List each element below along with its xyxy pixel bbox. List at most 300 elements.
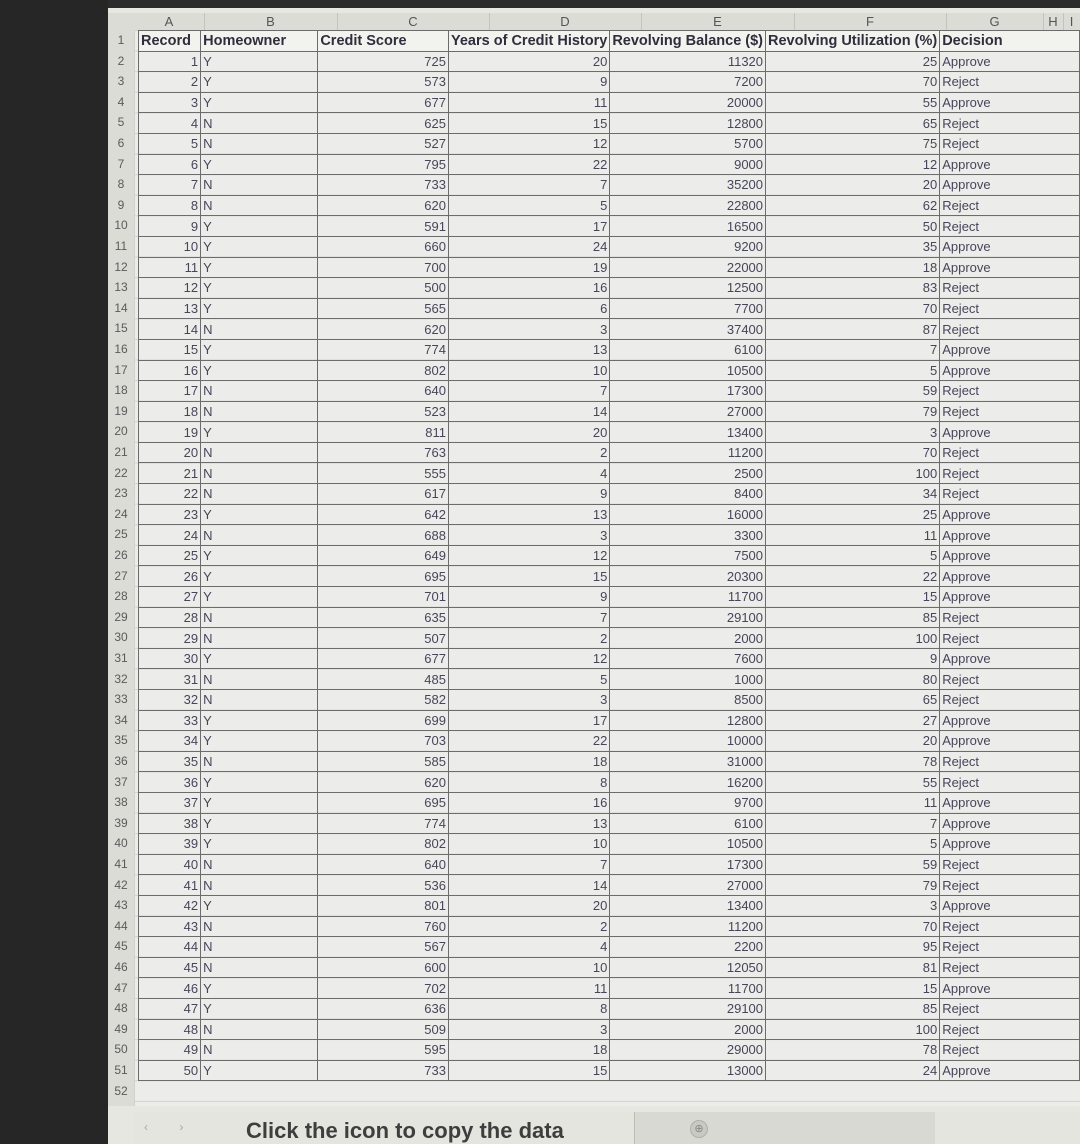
row-number[interactable]: 22 [114, 465, 128, 480]
cell-utilization[interactable]: 22 [766, 566, 940, 587]
cell-decision[interactable]: Reject [940, 381, 1080, 402]
cell-revolving-balance[interactable]: 16200 [610, 772, 766, 793]
cell-credit-score[interactable]: 802 [318, 360, 449, 381]
column-letter-d[interactable]: D [489, 13, 642, 30]
cell-revolving-balance[interactable]: 9200 [610, 236, 766, 257]
cell-decision[interactable]: Reject [940, 669, 1080, 690]
cell-homeowner[interactable]: Y [201, 566, 318, 587]
cell-utilization[interactable]: 15 [766, 587, 940, 608]
row-number[interactable]: 31 [114, 651, 128, 665]
cell-years-history[interactable]: 8 [449, 772, 610, 793]
cell-decision[interactable]: Reject [940, 484, 1080, 505]
cell-credit-score[interactable]: 677 [318, 92, 449, 113]
cell-revolving-balance[interactable]: 8400 [610, 484, 766, 505]
cell-years-history[interactable]: 16 [449, 792, 610, 813]
cell-decision[interactable]: Reject [940, 607, 1080, 628]
copy-icon[interactable]: ⊕ [690, 1120, 708, 1138]
cell-credit-score[interactable]: 635 [318, 607, 449, 628]
cell-years-history[interactable]: 5 [449, 195, 610, 216]
cell-revolving-balance[interactable]: 12800 [610, 710, 766, 731]
cell-utilization[interactable]: 34 [766, 484, 940, 505]
cell-decision[interactable]: Approve [940, 978, 1080, 999]
cell-homeowner[interactable]: N [201, 484, 318, 505]
cell-homeowner[interactable]: Y [201, 257, 318, 278]
cell-decision[interactable]: Reject [940, 1040, 1080, 1061]
cell-utilization[interactable]: 55 [766, 772, 940, 793]
cell-record[interactable]: 23 [139, 504, 201, 525]
row-number[interactable]: 21 [114, 445, 128, 459]
cell-credit-score[interactable]: 500 [318, 278, 449, 299]
cell-credit-score[interactable]: 573 [318, 72, 449, 93]
cell-credit-score[interactable]: 699 [318, 710, 449, 731]
cell-decision[interactable]: Approve [940, 236, 1080, 257]
cell-years-history[interactable]: 16 [449, 278, 610, 299]
cell-homeowner[interactable]: Y [201, 710, 318, 731]
cell-utilization[interactable]: 70 [766, 916, 940, 937]
cell-record[interactable]: 19 [139, 422, 201, 443]
cell-record[interactable]: 12 [139, 278, 201, 299]
row-number[interactable]: 40 [114, 836, 128, 851]
cell-years-history[interactable]: 20 [449, 51, 610, 72]
cell-years-history[interactable]: 15 [449, 566, 610, 587]
cell-decision[interactable]: Reject [940, 195, 1080, 216]
cell-decision[interactable]: Approve [940, 731, 1080, 752]
cell-credit-score[interactable]: 642 [318, 504, 449, 525]
row-number[interactable]: 17 [114, 362, 128, 377]
cell-record[interactable]: 25 [139, 545, 201, 566]
cell-years-history[interactable]: 9 [449, 72, 610, 93]
cell-record[interactable]: 28 [139, 607, 201, 628]
cell-homeowner[interactable]: N [201, 690, 318, 711]
cell-years-history[interactable]: 5 [449, 669, 610, 690]
cell-record[interactable]: 33 [139, 710, 201, 731]
cell-revolving-balance[interactable]: 7200 [610, 72, 766, 93]
cell-record[interactable]: 40 [139, 854, 201, 875]
cell-record[interactable]: 27 [139, 587, 201, 608]
cell-homeowner[interactable]: Y [201, 360, 318, 381]
cell-years-history[interactable]: 14 [449, 401, 610, 422]
cell-homeowner[interactable]: N [201, 854, 318, 875]
cell-revolving-balance[interactable]: 2000 [610, 628, 766, 649]
cell-record[interactable]: 10 [139, 236, 201, 257]
cell-years-history[interactable]: 3 [449, 1019, 610, 1040]
header-credit-score[interactable]: Credit Score [318, 31, 449, 52]
cell-revolving-balance[interactable]: 10500 [610, 360, 766, 381]
cell-years-history[interactable]: 10 [449, 360, 610, 381]
cell-decision[interactable]: Reject [940, 916, 1080, 937]
cell-utilization[interactable]: 80 [766, 669, 940, 690]
cell-homeowner[interactable]: Y [201, 422, 318, 443]
cell-homeowner[interactable]: Y [201, 339, 318, 360]
row-number[interactable]: 2 [117, 53, 125, 68]
cell-utilization[interactable]: 65 [766, 690, 940, 711]
cell-decision[interactable]: Approve [940, 339, 1080, 360]
row-number[interactable]: 51 [114, 1063, 128, 1077]
cell-decision[interactable]: Approve [940, 710, 1080, 731]
cell-decision[interactable]: Reject [940, 216, 1080, 237]
row-number[interactable]: 36 [114, 754, 128, 768]
cell-decision[interactable]: Reject [940, 278, 1080, 299]
cell-years-history[interactable]: 2 [449, 628, 610, 649]
cell-utilization[interactable]: 11 [766, 525, 940, 546]
row-number[interactable]: 30 [114, 630, 128, 645]
cell-decision[interactable]: Approve [940, 504, 1080, 525]
cell-utilization[interactable]: 55 [766, 92, 940, 113]
cell-utilization[interactable]: 5 [766, 545, 940, 566]
cell-years-history[interactable]: 11 [449, 92, 610, 113]
cell-years-history[interactable]: 10 [449, 957, 610, 978]
cell-decision[interactable]: Approve [940, 51, 1080, 72]
row-number[interactable]: 46 [114, 960, 128, 974]
cell-homeowner[interactable]: Y [201, 772, 318, 793]
cell-credit-score[interactable]: 527 [318, 133, 449, 154]
cell-utilization[interactable]: 20 [766, 731, 940, 752]
cell-credit-score[interactable]: 620 [318, 772, 449, 793]
cell-years-history[interactable]: 22 [449, 731, 610, 752]
cell-revolving-balance[interactable]: 2500 [610, 463, 766, 484]
cell-utilization[interactable]: 100 [766, 1019, 940, 1040]
cell-decision[interactable]: Approve [940, 525, 1080, 546]
row-number[interactable]: 24 [114, 506, 128, 521]
cell-credit-score[interactable]: 702 [318, 978, 449, 999]
cell-revolving-balance[interactable]: 17300 [610, 854, 766, 875]
cell-record[interactable]: 49 [139, 1040, 201, 1061]
cell-revolving-balance[interactable]: 6100 [610, 813, 766, 834]
cell-revolving-balance[interactable]: 11200 [610, 916, 766, 937]
cell-utilization[interactable]: 70 [766, 72, 940, 93]
cell-decision[interactable]: Approve [940, 92, 1080, 113]
cell-utilization[interactable]: 5 [766, 834, 940, 855]
cell-revolving-balance[interactable]: 5700 [610, 133, 766, 154]
cell-credit-score[interactable]: 625 [318, 113, 449, 134]
cell-homeowner[interactable]: N [201, 525, 318, 546]
cell-record[interactable]: 21 [139, 463, 201, 484]
cell-utilization[interactable]: 65 [766, 113, 940, 134]
copy-icon-area[interactable] [634, 1112, 935, 1144]
column-letter-c[interactable]: C [337, 13, 490, 30]
cell-credit-score[interactable]: 795 [318, 154, 449, 175]
cell-decision[interactable]: Approve [940, 834, 1080, 855]
cell-record[interactable]: 42 [139, 895, 201, 916]
cell-utilization[interactable]: 78 [766, 1040, 940, 1061]
cell-revolving-balance[interactable]: 12800 [610, 113, 766, 134]
cell-record[interactable]: 3 [139, 92, 201, 113]
column-letter-a[interactable]: A [134, 13, 205, 30]
cell-years-history[interactable]: 7 [449, 381, 610, 402]
cell-years-history[interactable]: 13 [449, 813, 610, 834]
cell-years-history[interactable]: 10 [449, 834, 610, 855]
row-number[interactable]: 10 [114, 218, 128, 233]
row-number[interactable]: 29 [114, 609, 128, 624]
row-number[interactable]: 6 [117, 136, 125, 150]
column-letter-i[interactable]: I [1063, 13, 1080, 30]
cell-revolving-balance[interactable]: 11320 [610, 51, 766, 72]
row-number[interactable]: 50 [114, 1042, 128, 1057]
cell-revolving-balance[interactable]: 29000 [610, 1040, 766, 1061]
cell-credit-score[interactable]: 591 [318, 216, 449, 237]
cell-revolving-balance[interactable]: 12050 [610, 957, 766, 978]
header-homeowner[interactable]: Homeowner [201, 31, 318, 52]
cell-years-history[interactable]: 20 [449, 895, 610, 916]
cell-revolving-balance[interactable]: 1000 [610, 669, 766, 690]
cell-years-history[interactable]: 24 [449, 236, 610, 257]
cell-decision[interactable]: Reject [940, 875, 1080, 896]
row-number[interactable]: 14 [114, 300, 128, 315]
row-number[interactable]: 38 [114, 795, 128, 810]
cell-revolving-balance[interactable]: 16500 [610, 216, 766, 237]
cell-revolving-balance[interactable]: 16000 [610, 504, 766, 525]
cell-record[interactable]: 13 [139, 298, 201, 319]
cell-homeowner[interactable]: N [201, 607, 318, 628]
row-number[interactable]: 33 [114, 692, 128, 707]
cell-decision[interactable]: Reject [940, 298, 1080, 319]
cell-credit-score[interactable]: 555 [318, 463, 449, 484]
cell-decision[interactable]: Approve [940, 257, 1080, 278]
cell-record[interactable]: 29 [139, 628, 201, 649]
cell-record[interactable]: 43 [139, 916, 201, 937]
cell-record[interactable]: 14 [139, 319, 201, 340]
row-number[interactable]: 18 [114, 383, 128, 398]
row-number[interactable]: 47 [114, 980, 128, 995]
cell-years-history[interactable]: 19 [449, 257, 610, 278]
cell-utilization[interactable]: 24 [766, 1060, 940, 1081]
cell-years-history[interactable]: 12 [449, 648, 610, 669]
cell-credit-score[interactable]: 507 [318, 628, 449, 649]
cell-credit-score[interactable]: 585 [318, 751, 449, 772]
cell-record[interactable]: 16 [139, 360, 201, 381]
cell-revolving-balance[interactable]: 8500 [610, 690, 766, 711]
cell-credit-score[interactable]: 600 [318, 957, 449, 978]
cell-record[interactable]: 47 [139, 998, 201, 1019]
cell-homeowner[interactable]: Y [201, 998, 318, 1019]
cell-revolving-balance[interactable]: 9700 [610, 792, 766, 813]
cell-decision[interactable]: Reject [940, 442, 1080, 463]
cell-decision[interactable]: Reject [940, 998, 1080, 1019]
cell-homeowner[interactable]: N [201, 442, 318, 463]
cell-credit-score[interactable]: 811 [318, 422, 449, 443]
row-number[interactable]: 41 [114, 857, 128, 871]
row-number[interactable]: 15 [114, 321, 128, 336]
cell-record[interactable]: 39 [139, 834, 201, 855]
row-number[interactable]: 26 [114, 548, 128, 562]
cell-revolving-balance[interactable]: 27000 [610, 401, 766, 422]
cell-record[interactable]: 32 [139, 690, 201, 711]
cell-revolving-balance[interactable]: 35200 [610, 175, 766, 196]
cell-homeowner[interactable]: Y [201, 504, 318, 525]
row-number[interactable]: 11 [114, 239, 128, 253]
row-number[interactable]: 1 [117, 33, 125, 47]
cell-utilization[interactable]: 78 [766, 751, 940, 772]
cell-years-history[interactable]: 15 [449, 113, 610, 134]
cell-homeowner[interactable]: N [201, 1019, 318, 1040]
cell-record[interactable]: 36 [139, 772, 201, 793]
cell-revolving-balance[interactable]: 22000 [610, 257, 766, 278]
cell-years-history[interactable]: 9 [449, 587, 610, 608]
row-number[interactable]: 13 [114, 280, 128, 295]
cell-utilization[interactable]: 79 [766, 401, 940, 422]
cell-years-history[interactable]: 18 [449, 751, 610, 772]
cell-homeowner[interactable]: Y [201, 895, 318, 916]
cell-record[interactable]: 34 [139, 731, 201, 752]
cell-record[interactable]: 31 [139, 669, 201, 690]
row-number[interactable]: 23 [114, 486, 128, 501]
cell-utilization[interactable]: 87 [766, 319, 940, 340]
row-number[interactable]: 3 [117, 74, 125, 89]
cell-revolving-balance[interactable]: 12500 [610, 278, 766, 299]
cell-years-history[interactable]: 22 [449, 154, 610, 175]
cell-record[interactable]: 45 [139, 957, 201, 978]
row-number[interactable]: 34 [114, 712, 128, 727]
cell-revolving-balance[interactable]: 7500 [610, 545, 766, 566]
cell-years-history[interactable]: 6 [449, 298, 610, 319]
cell-revolving-balance[interactable]: 7700 [610, 298, 766, 319]
row-number[interactable]: 32 [114, 671, 128, 686]
cell-homeowner[interactable]: Y [201, 834, 318, 855]
cell-years-history[interactable]: 12 [449, 545, 610, 566]
row-number[interactable]: 39 [114, 815, 128, 830]
cell-credit-score[interactable]: 774 [318, 339, 449, 360]
cell-years-history[interactable]: 12 [449, 133, 610, 154]
cell-credit-score[interactable]: 695 [318, 566, 449, 587]
cell-utilization[interactable]: 75 [766, 133, 940, 154]
row-number[interactable]: 7 [117, 156, 125, 171]
cell-record[interactable]: 41 [139, 875, 201, 896]
column-letter-f[interactable]: F [794, 13, 947, 30]
cell-homeowner[interactable]: Y [201, 154, 318, 175]
cell-credit-score[interactable]: 509 [318, 1019, 449, 1040]
cell-revolving-balance[interactable]: 20000 [610, 92, 766, 113]
row-number[interactable]: 52 [114, 1083, 128, 1098]
cell-utilization[interactable]: 5 [766, 360, 940, 381]
cell-utilization[interactable]: 3 [766, 422, 940, 443]
cell-credit-score[interactable]: 649 [318, 545, 449, 566]
cell-utilization[interactable]: 59 [766, 381, 940, 402]
cell-record[interactable]: 6 [139, 154, 201, 175]
cell-years-history[interactable]: 17 [449, 710, 610, 731]
cell-homeowner[interactable]: N [201, 916, 318, 937]
cell-homeowner[interactable]: N [201, 381, 318, 402]
cell-credit-score[interactable]: 703 [318, 731, 449, 752]
cell-revolving-balance[interactable]: 2000 [610, 1019, 766, 1040]
cell-years-history[interactable]: 13 [449, 339, 610, 360]
cell-years-history[interactable]: 7 [449, 854, 610, 875]
cell-credit-score[interactable]: 802 [318, 834, 449, 855]
cell-revolving-balance[interactable]: 7600 [610, 648, 766, 669]
cell-decision[interactable]: Reject [940, 72, 1080, 93]
cell-years-history[interactable]: 13 [449, 504, 610, 525]
cell-years-history[interactable]: 7 [449, 607, 610, 628]
row-number[interactable]: 19 [114, 403, 128, 418]
header-decision[interactable]: Decision [940, 31, 1080, 52]
cell-decision[interactable]: Reject [940, 319, 1080, 340]
cell-revolving-balance[interactable]: 13400 [610, 422, 766, 443]
cell-credit-score[interactable]: 617 [318, 484, 449, 505]
cell-years-history[interactable]: 17 [449, 216, 610, 237]
cell-record[interactable]: 24 [139, 525, 201, 546]
row-number[interactable]: 45 [114, 939, 128, 954]
cell-record[interactable]: 26 [139, 566, 201, 587]
cell-credit-score[interactable]: 523 [318, 401, 449, 422]
cell-utilization[interactable]: 12 [766, 154, 940, 175]
cell-decision[interactable]: Reject [940, 628, 1080, 649]
cell-record[interactable]: 46 [139, 978, 201, 999]
row-number[interactable]: 43 [114, 898, 128, 913]
cell-utilization[interactable]: 81 [766, 957, 940, 978]
cell-utilization[interactable]: 7 [766, 339, 940, 360]
cell-revolving-balance[interactable]: 11700 [610, 978, 766, 999]
cell-homeowner[interactable]: Y [201, 236, 318, 257]
cell-utilization[interactable]: 25 [766, 504, 940, 525]
cell-years-history[interactable]: 18 [449, 1040, 610, 1061]
cell-utilization[interactable]: 100 [766, 628, 940, 649]
cell-homeowner[interactable]: Y [201, 587, 318, 608]
row-number[interactable]: 48 [114, 1001, 128, 1016]
cell-homeowner[interactable]: N [201, 113, 318, 134]
row-number[interactable]: 37 [114, 774, 128, 789]
cell-utilization[interactable]: 85 [766, 998, 940, 1019]
cell-record[interactable]: 17 [139, 381, 201, 402]
cell-years-history[interactable]: 8 [449, 998, 610, 1019]
cell-homeowner[interactable]: Y [201, 545, 318, 566]
cell-credit-score[interactable]: 701 [318, 587, 449, 608]
cell-utilization[interactable]: 25 [766, 51, 940, 72]
cell-utilization[interactable]: 35 [766, 236, 940, 257]
cell-utilization[interactable]: 20 [766, 175, 940, 196]
cell-homeowner[interactable]: Y [201, 278, 318, 299]
cell-credit-score[interactable]: 620 [318, 319, 449, 340]
cell-utilization[interactable]: 7 [766, 813, 940, 834]
cell-utilization[interactable]: 18 [766, 257, 940, 278]
cell-record[interactable]: 2 [139, 72, 201, 93]
cell-revolving-balance[interactable]: 11700 [610, 587, 766, 608]
cell-utilization[interactable]: 11 [766, 792, 940, 813]
cell-years-history[interactable]: 20 [449, 422, 610, 443]
cell-utilization[interactable]: 83 [766, 278, 940, 299]
cell-record[interactable]: 20 [139, 442, 201, 463]
cell-decision[interactable]: Approve [940, 895, 1080, 916]
header-record[interactable]: Record [139, 31, 201, 52]
cell-record[interactable]: 37 [139, 792, 201, 813]
cell-utilization[interactable]: 95 [766, 937, 940, 958]
cell-homeowner[interactable]: N [201, 875, 318, 896]
cell-decision[interactable]: Approve [940, 175, 1080, 196]
column-letter-h[interactable]: H [1043, 13, 1064, 30]
row-number[interactable]: 12 [114, 259, 128, 274]
sheet-nav-arrows[interactable]: ‹ › [144, 1120, 198, 1134]
cell-record[interactable]: 18 [139, 401, 201, 422]
cell-record[interactable]: 11 [139, 257, 201, 278]
cell-record[interactable]: 38 [139, 813, 201, 834]
cell-homeowner[interactable]: N [201, 1040, 318, 1061]
cell-years-history[interactable]: 3 [449, 690, 610, 711]
cell-homeowner[interactable]: Y [201, 72, 318, 93]
cell-homeowner[interactable]: N [201, 175, 318, 196]
cell-credit-score[interactable]: 636 [318, 998, 449, 1019]
cell-revolving-balance[interactable]: 29100 [610, 607, 766, 628]
row-number[interactable]: 27 [114, 568, 128, 583]
cell-decision[interactable]: Approve [940, 545, 1080, 566]
row-number[interactable]: 49 [114, 1021, 128, 1036]
cell-homeowner[interactable]: Y [201, 731, 318, 752]
header-revolving-utilization[interactable]: Revolving Utilization (%) [766, 31, 940, 52]
cell-credit-score[interactable]: 774 [318, 813, 449, 834]
cell-decision[interactable]: Approve [940, 1060, 1080, 1081]
cell-credit-score[interactable]: 485 [318, 669, 449, 690]
cell-record[interactable]: 22 [139, 484, 201, 505]
cell-years-history[interactable]: 4 [449, 463, 610, 484]
cell-homeowner[interactable]: Y [201, 813, 318, 834]
cell-revolving-balance[interactable]: 22800 [610, 195, 766, 216]
